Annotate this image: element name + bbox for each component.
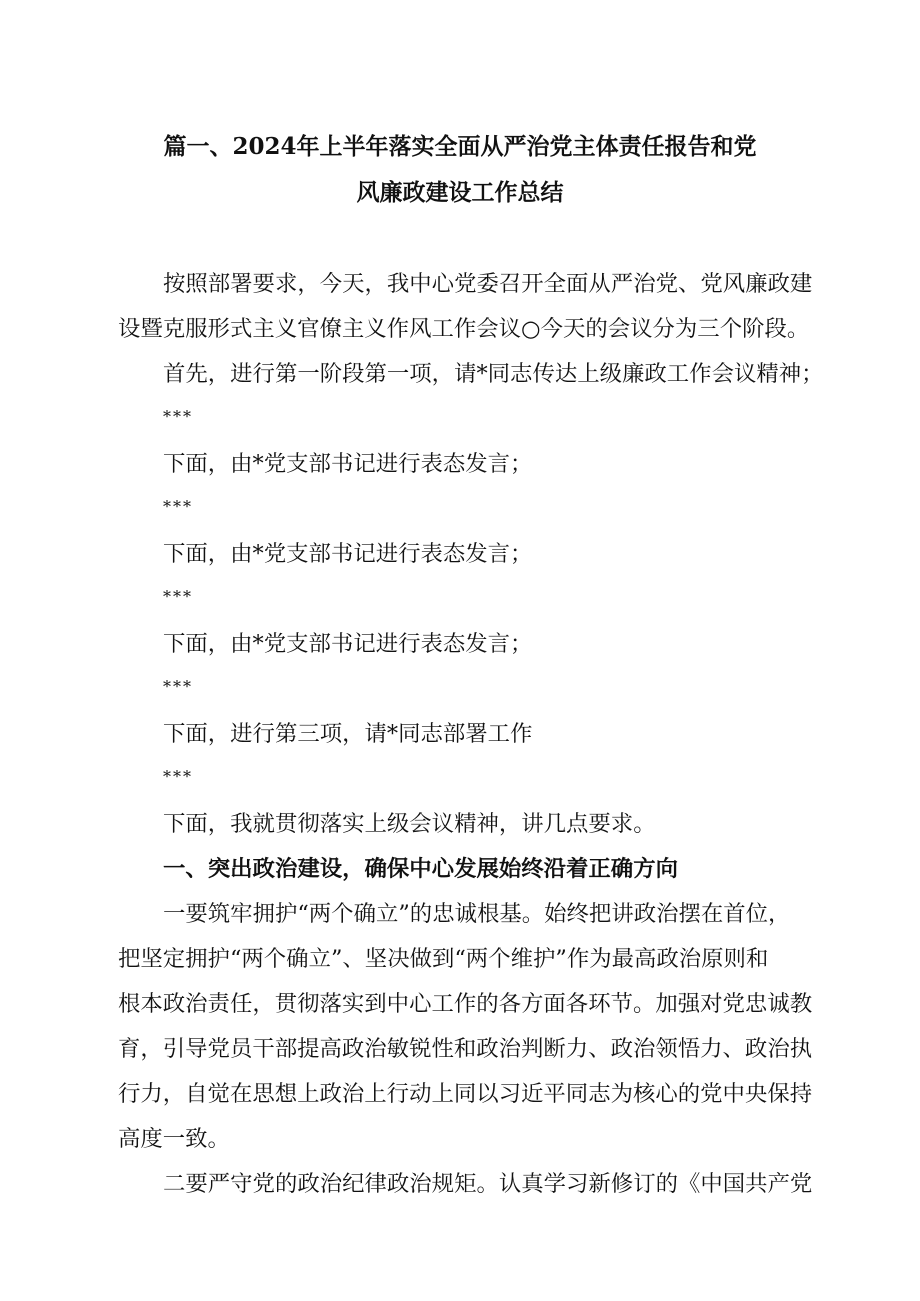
paragraph-line: 下面，由*党支部书记进行表态发言； bbox=[163, 451, 533, 477]
paragraph-line: 把坚定拥护“两个确立”、坚决做到“两个维护”作为最高政治原则和 bbox=[118, 946, 769, 972]
document-title-line-1: 篇一、2024年上半年落实全面从严治党主体责任报告和党 bbox=[163, 133, 757, 160]
paragraph-line: 首先，进行第一阶段第一项，请*同志传达上级廉政工作会议精神； bbox=[163, 361, 824, 387]
paragraph-line: 一要筑牢拥护“两个确立”的忠诚根基。始终把讲政治摆在首位， bbox=[163, 901, 791, 927]
paragraph-line: 育，引导党员干部提高政治敏锐性和政治判断力、政治领悟力、政治执 bbox=[118, 1036, 813, 1062]
document-title-line-2: 风廉政建设工作总结 bbox=[356, 179, 564, 206]
section-heading: 一、突出政治建设，确保中心发展始终沿着正确方向 bbox=[163, 856, 678, 882]
paragraph-line: 按照部署要求，今天，我中心党委召开全面从严治党、党风廉政建 bbox=[163, 271, 813, 297]
separator-asterisks: *** bbox=[163, 767, 193, 786]
paragraph-line: 行力，自觉在思想上政治上行动上同以习近平同志为核心的党中央保持 bbox=[118, 1081, 813, 1107]
document-body bbox=[118, 262, 838, 1207]
paragraph-line: 根本政治责任，贯彻落实到中心工作的各方面各环节。加强对党忠诚教 bbox=[118, 991, 813, 1017]
paragraph-line: 高度一致。 bbox=[118, 1126, 230, 1152]
paragraph-line: 设暨克服形式主义官僚主义作风工作会议○今天的会议分为三个阶段。 bbox=[118, 316, 810, 342]
separator-asterisks: *** bbox=[163, 407, 193, 426]
paragraph-line: 下面，由*党支部书记进行表态发言； bbox=[163, 541, 533, 567]
separator-asterisks: *** bbox=[163, 587, 193, 606]
paragraph-line: 下面，由*党支部书记进行表态发言； bbox=[163, 631, 533, 657]
separator-asterisks: *** bbox=[163, 497, 193, 516]
separator-asterisks: *** bbox=[163, 677, 193, 696]
paragraph-line: 下面，我就贯彻落实上级会议精神，讲几点要求。 bbox=[163, 811, 656, 837]
paragraph-line: 下面，进行第三项，请*同志部署工作 bbox=[163, 721, 533, 747]
paragraph-line: 二要严守党的政治纪律政治规矩。认真学习新修订的《中国共产党 bbox=[163, 1171, 813, 1197]
